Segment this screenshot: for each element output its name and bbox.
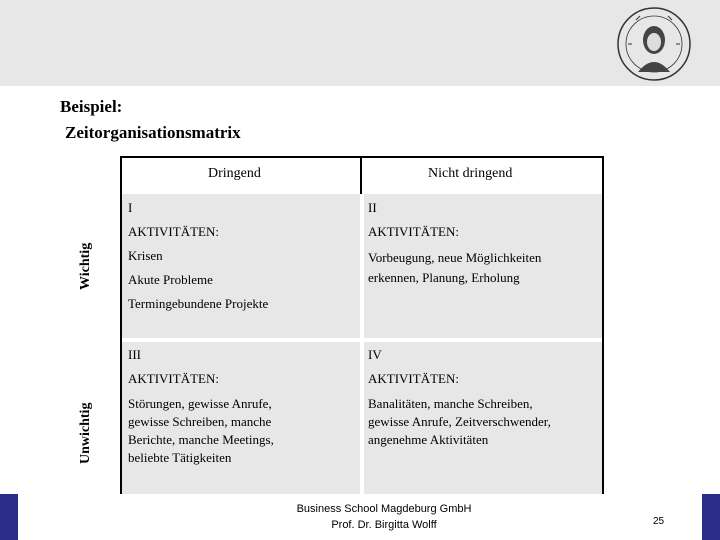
quadrant-numeral: III — [128, 347, 141, 362]
university-seal-logo — [616, 6, 692, 82]
quadrant-line: Akute Probleme — [128, 272, 213, 287]
page-number: 25 — [653, 516, 665, 527]
quadrant-line: Termingebundene Projekte — [128, 296, 269, 311]
title-line-2: Zeitorganisationsmatrix — [65, 123, 241, 142]
quadrant-line: gewisse Schreiben, manche — [128, 414, 272, 429]
matrix-vertical-separator — [360, 194, 364, 494]
row-header-unwichtig: Unwichtig — [78, 402, 93, 464]
title-line-1: Beispiel: — [60, 97, 123, 116]
col-header-dringend: Dringend — [208, 166, 261, 181]
slide-title — [60, 94, 241, 146]
footer-line-2: Prof. Dr. Birgitta Wolff — [331, 519, 437, 531]
quadrant-heading: AKTIVITÄTEN: — [368, 224, 459, 239]
time-management-matrix — [120, 156, 604, 494]
quadrant-line: gewisse Anrufe, Zeitverschwender, — [368, 414, 551, 429]
quadrant-line: Berichte, manche Meetings, — [128, 432, 274, 447]
footer-text — [0, 501, 720, 533]
quadrant-line: erkennen, Planung, Erholung — [368, 270, 520, 285]
quadrant-numeral: IV — [368, 347, 382, 362]
quadrant-1 — [128, 196, 268, 316]
footer-line-1: Business School Magdeburg GmbH — [296, 503, 472, 515]
quadrant-line: Banalitäten, manche Schreiben, — [368, 396, 533, 411]
footer — [0, 494, 720, 540]
quadrant-heading: AKTIVITÄTEN: — [128, 224, 219, 239]
quadrant-numeral: II — [368, 200, 377, 215]
quadrant-line: angenehme Aktivitäten — [368, 432, 489, 447]
quadrant-line: Krisen — [128, 248, 163, 263]
quadrant-line: Vorbeugung, neue Möglichkeiten — [368, 250, 542, 265]
matrix-horizontal-separator — [122, 338, 602, 342]
quadrant-3 — [128, 343, 274, 467]
quadrant-line: Störungen, gewisse Anrufe, — [128, 396, 272, 411]
row-header-wichtig: Wichtig — [78, 242, 93, 290]
quadrant-4 — [368, 343, 551, 449]
quadrant-heading: AKTIVITÄTEN: — [368, 371, 459, 386]
col-header-nicht-dringend: Nicht dringend — [428, 166, 513, 181]
header-divider — [360, 158, 362, 194]
quadrant-heading: AKTIVITÄTEN: — [128, 371, 219, 386]
header-band — [0, 0, 720, 86]
quadrant-line: beliebte Tätigkeiten — [128, 450, 232, 465]
quadrant-2 — [368, 196, 541, 288]
quadrant-numeral: I — [128, 200, 133, 215]
